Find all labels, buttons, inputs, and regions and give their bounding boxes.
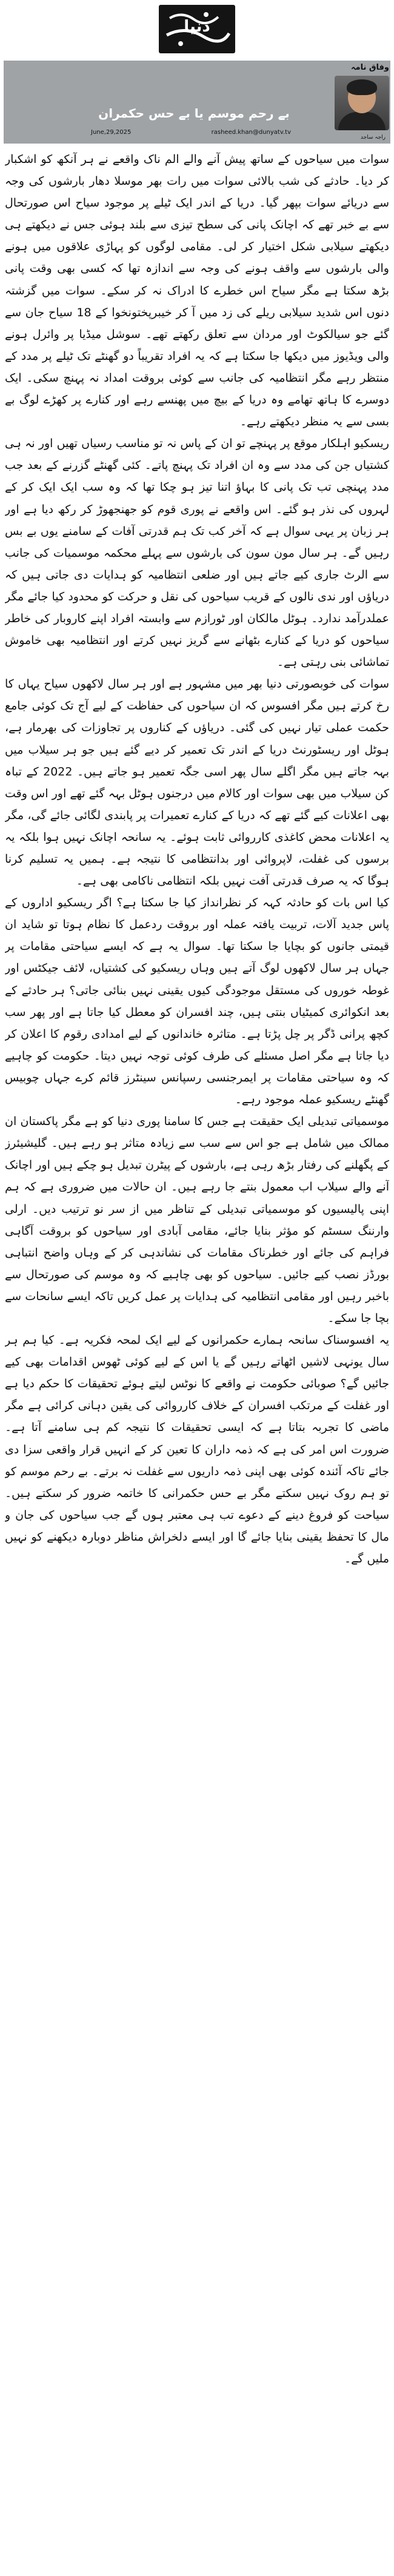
article-paragraph: سوات کی خوبصورتی دنیا بھر میں مشہور ہے اور ہر سال لاکھوں سیاح یہاں کا رخ کرتے ہیں مگر افسوس کہ ان سیاحوں کی حفاظت کے لیے آج تک کوئی جامع حکمت عملی تیار نہیں کی گئی۔ دریاؤں کے کناروں پر تجاوزات کی بھرمار ہے، ہوٹل اور ریسٹورنٹ دریا کے اندر تک تعمیر کر دیے گئے ہیں جو ہر سیلاب میں بہہ جاتے ہیں مگر اگلے سال پھر اسی جگہ تعمیر ہو جاتے ہیں۔ 2022 کے تباہ کن سیلاب میں بھی سوات اور کالام میں درجنوں ہوٹل بہہ گئے تھے اور اس وقت بھی اعلانات کیے گئے تھے کہ دریا کے کنارے تعمیرات پر پابندی لگائی جائے گی، مگر یہ اعلانات محض کاغذی کارروائی ثابت ہوئے۔ یہ سانحہ اچانک نہیں ہوا بلکہ یہ برسوں کی غفلت، لاپروائی اور بدانتظامی کا نتیجہ ہے۔ ہمیں یہ تسلیم کرنا ہوگا کہ یہ صرف قدرتی آفت نہیں بلکہ انتظامی ناکامی بھی ہے۔ — [5, 677, 389, 888]
article-paragraph: موسمیاتی تبدیلی ایک حقیقت ہے جس کا سامنا پوری دنیا کو ہے مگر پاکستان ان ممالک میں شامل ہے جو اس سے سب سے زیادہ متاثر ہو رہے ہیں۔ گلیشیئرز کے پگھلنے کی رفتار بڑھ رہی ہے، بارشوں کے پیٹرن تبدیل ہو چکے ہیں اور اچانک آنے والے سیلاب اب معمول بنتے جا رہے ہیں۔ ان حالات میں ضروری ہے کہ ہم اپنی پالیسیوں کو موسمیاتی تبدیلی کے تناظر میں از سر نو ترتیب دیں۔ ارلی وارننگ سسٹم کو مؤثر بنایا جائے، مقامی آبادی اور سیاحوں کو بروقت آگاہی فراہم کی جائے اور خطرناک مقامات کی نشاندہی کر کے وہاں واضح انتباہی بورڈز نصب کیے جائیں۔ سیاحوں کو بھی چاہیے کہ وہ موسم کی صورتحال سے باخبر رہیں اور مقامی انتظامیہ کی ہدایات پر عمل کریں تاکہ ایسے سانحات سے بچا جا سکے۔ — [5, 1115, 389, 1325]
author-email: rasheed.khan@dunyatv.tv — [211, 129, 291, 136]
author-name-caption: راجہ ساجد — [360, 134, 386, 141]
column-name: وفاق نامہ — [350, 63, 389, 72]
article-paragraph: ریسکیو اہلکار موقع پر پہنچے تو ان کے پاس نہ تو مناسب رسیاں تھیں اور نہ ہی کشتیاں جن کی مدد سے وہ ان افراد تک پہنچ پاتے۔ کئی گھنٹے گزرنے کے بعد جب مدد پہنچی تب تک پانی کا بہاؤ اتنا تیز ہو چکا تھا کہ وہ سب ایک ایک کر کے لہروں کی نذر ہو گئے۔ اس واقعے نے پوری قوم کو جھنجھوڑ کر رکھ دیا ہے اور ہر زبان پر یہی سوال ہے کہ آخر کب تک ہم قدرتی آفات کے سامنے یوں بے بس رہیں گے۔ ہر سال مون سون کی بارشوں سے پہلے محکمہ موسمیات کی جانب سے الرٹ جاری کیے جاتے ہیں اور ضلعی انتظامیہ کو ہدایات دی جاتی ہیں کہ دریاؤں اور ندی نالوں کے قریب سیاحوں کی نقل و حرکت کو محدود کیا جائے مگر عملدرآمد ندارد۔ ہوٹل مالکان اور ٹورازم سے وابستہ افراد اپنے کاروبار کی خاطر سیاحوں کو دریا کے کنارے بٹھانے سے گریز نہیں کرتے اور انتظامیہ بھی خاموش تماشائی بنی رہتی ہے۔ — [5, 437, 389, 669]
logo-text: دنیا — [184, 18, 210, 36]
article-body — [5, 148, 389, 2560]
dateline — [91, 129, 291, 136]
article-paragraph: سوات میں سیاحوں کے ساتھ پیش آنے والے الم ناک واقعے نے ہر آنکھ کو اشکبار کر دیا۔ حادثے کی شب بالائی سوات میں رات بھر موسلا دھار بارشوں کی وجہ سے دریائے سوات بپھر گیا۔ دریا کے اندر ایک ٹیلے پر موجود سیاح اس صورتحال سے بے خبر تھے کہ اچانک پانی کی سطح تیزی سے بلند ہوئی جس نے دیکھتے ہی دیکھتے سیلابی شکل اختیار کر لی۔ مقامی لوگوں کو پہاڑی علاقوں میں ہونے والی بارشوں سے واقف ہونے کی وجہ سے اندازہ تھا کہ کسی بھی وقت پانی بڑھ سکتا ہے مگر سیاح اس خطرے کا ادراک نہ کر سکے۔ سوات میں گزشتہ دنوں اس شدید سیلابی ریلے کی زد میں آ کر خیبرپختونخوا کے 18 سیاح جان سے گئے جو سیالکوٹ اور مردان سے تعلق رکھتے تھے۔ سوشل میڈیا پر وائرل ہونے والی ویڈیوز میں دیکھا جا سکتا ہے کہ یہ افراد تقریباً دو گھنٹے تک ٹیلے پر مدد کے منتظر رہے مگر انتظامیہ کی جانب سے کوئی بروقت امداد نہ پہنچ سکی۔ ایک دوسرے کا ہاتھ تھامے وہ دریا کے بیچ میں پھنسے رہے اور کنارے پر کھڑے لوگ بے بسی سے یہ منظر دیکھتے رہے۔ — [5, 153, 389, 429]
article-headline: بے رحم موسم یا بے حس حکمران — [98, 106, 290, 121]
author-photo — [335, 76, 389, 130]
newspaper-masthead — [0, 0, 394, 58]
article-paragraph: کیا اس بات کو حادثہ کہہ کر نظرانداز کیا جا سکتا ہے؟ اگر ریسکیو اداروں کے پاس جدید آلات، تربیت یافتہ عملہ اور بروقت ردعمل کا نظام ہوتا تو شاید ان قیمتی جانوں کو بچایا جا سکتا تھا۔ سوال یہ ہے کہ ایسے سیاحتی مقامات پر جہاں ہر سال لاکھوں لوگ آتے ہیں وہاں ریسکیو کی کشتیاں، لائف جیکٹس اور غوطہ خوروں کی مستقل موجودگی کیوں یقینی نہیں بنائی جاتی؟ ہر حادثے کے بعد انکوائری کمیٹیاں بنتی ہیں، چند افسران کو معطل کیا جاتا ہے اور پھر سب کچھ پرانی ڈگر پر چل پڑتا ہے۔ متاثرہ خاندانوں کے لیے امدادی رقوم کا اعلان کر دیا جاتا ہے مگر اصل مسئلے کی طرف کوئی توجہ نہیں دیتا۔ حکومت کو چاہیے کہ وہ سیاحتی مقامات پر ایمرجنسی رسپانس سینٹرز قائم کرے جہاں چوبیس گھنٹے ریسکیو عملہ موجود رہے۔ — [5, 896, 389, 1107]
dunya-logo — [0, 0, 394, 58]
article-paragraph: یہ افسوسناک سانحہ ہمارے حکمرانوں کے لیے ایک لمحہ فکریہ ہے۔ کیا ہم ہر سال یونہی لاشیں اٹھاتے رہیں گے یا اس کے لیے کوئی ٹھوس اقدامات بھی کیے جائیں گے؟ صوبائی حکومت نے واقعے کا نوٹس لیتے ہوئے تحقیقات کا حکم دیا ہے اور غفلت کے مرتکب افسران کے خلاف کارروائی کی یقین دہانی کرائی ہے مگر ماضی کا تجربہ بتاتا ہے کہ ایسی تحقیقات کا نتیجہ کم ہی سامنے آتا ہے۔ ضرورت اس امر کی ہے کہ ذمہ داران کا تعین کر کے انہیں قرار واقعی سزا دی جائے تاکہ آئندہ کوئی بھی اپنی ذمہ داریوں سے غفلت نہ برتے۔ بے رحم موسم کو تو ہم روک نہیں سکتے مگر بے حس حکمرانی کا خاتمہ ضرور کر سکتے ہیں۔ سیاحت کو فروغ دینے کے دعوے تب ہی معتبر ہوں گے جب سیاحوں کی جان و مال کا تحفظ یقینی بنایا جائے گا اور ایسے دلخراش مناظر دوبارہ دیکھنے کو نہیں ملیں گے۔ — [5, 1333, 389, 1565]
publish-date: June,29,2025 — [91, 129, 132, 136]
